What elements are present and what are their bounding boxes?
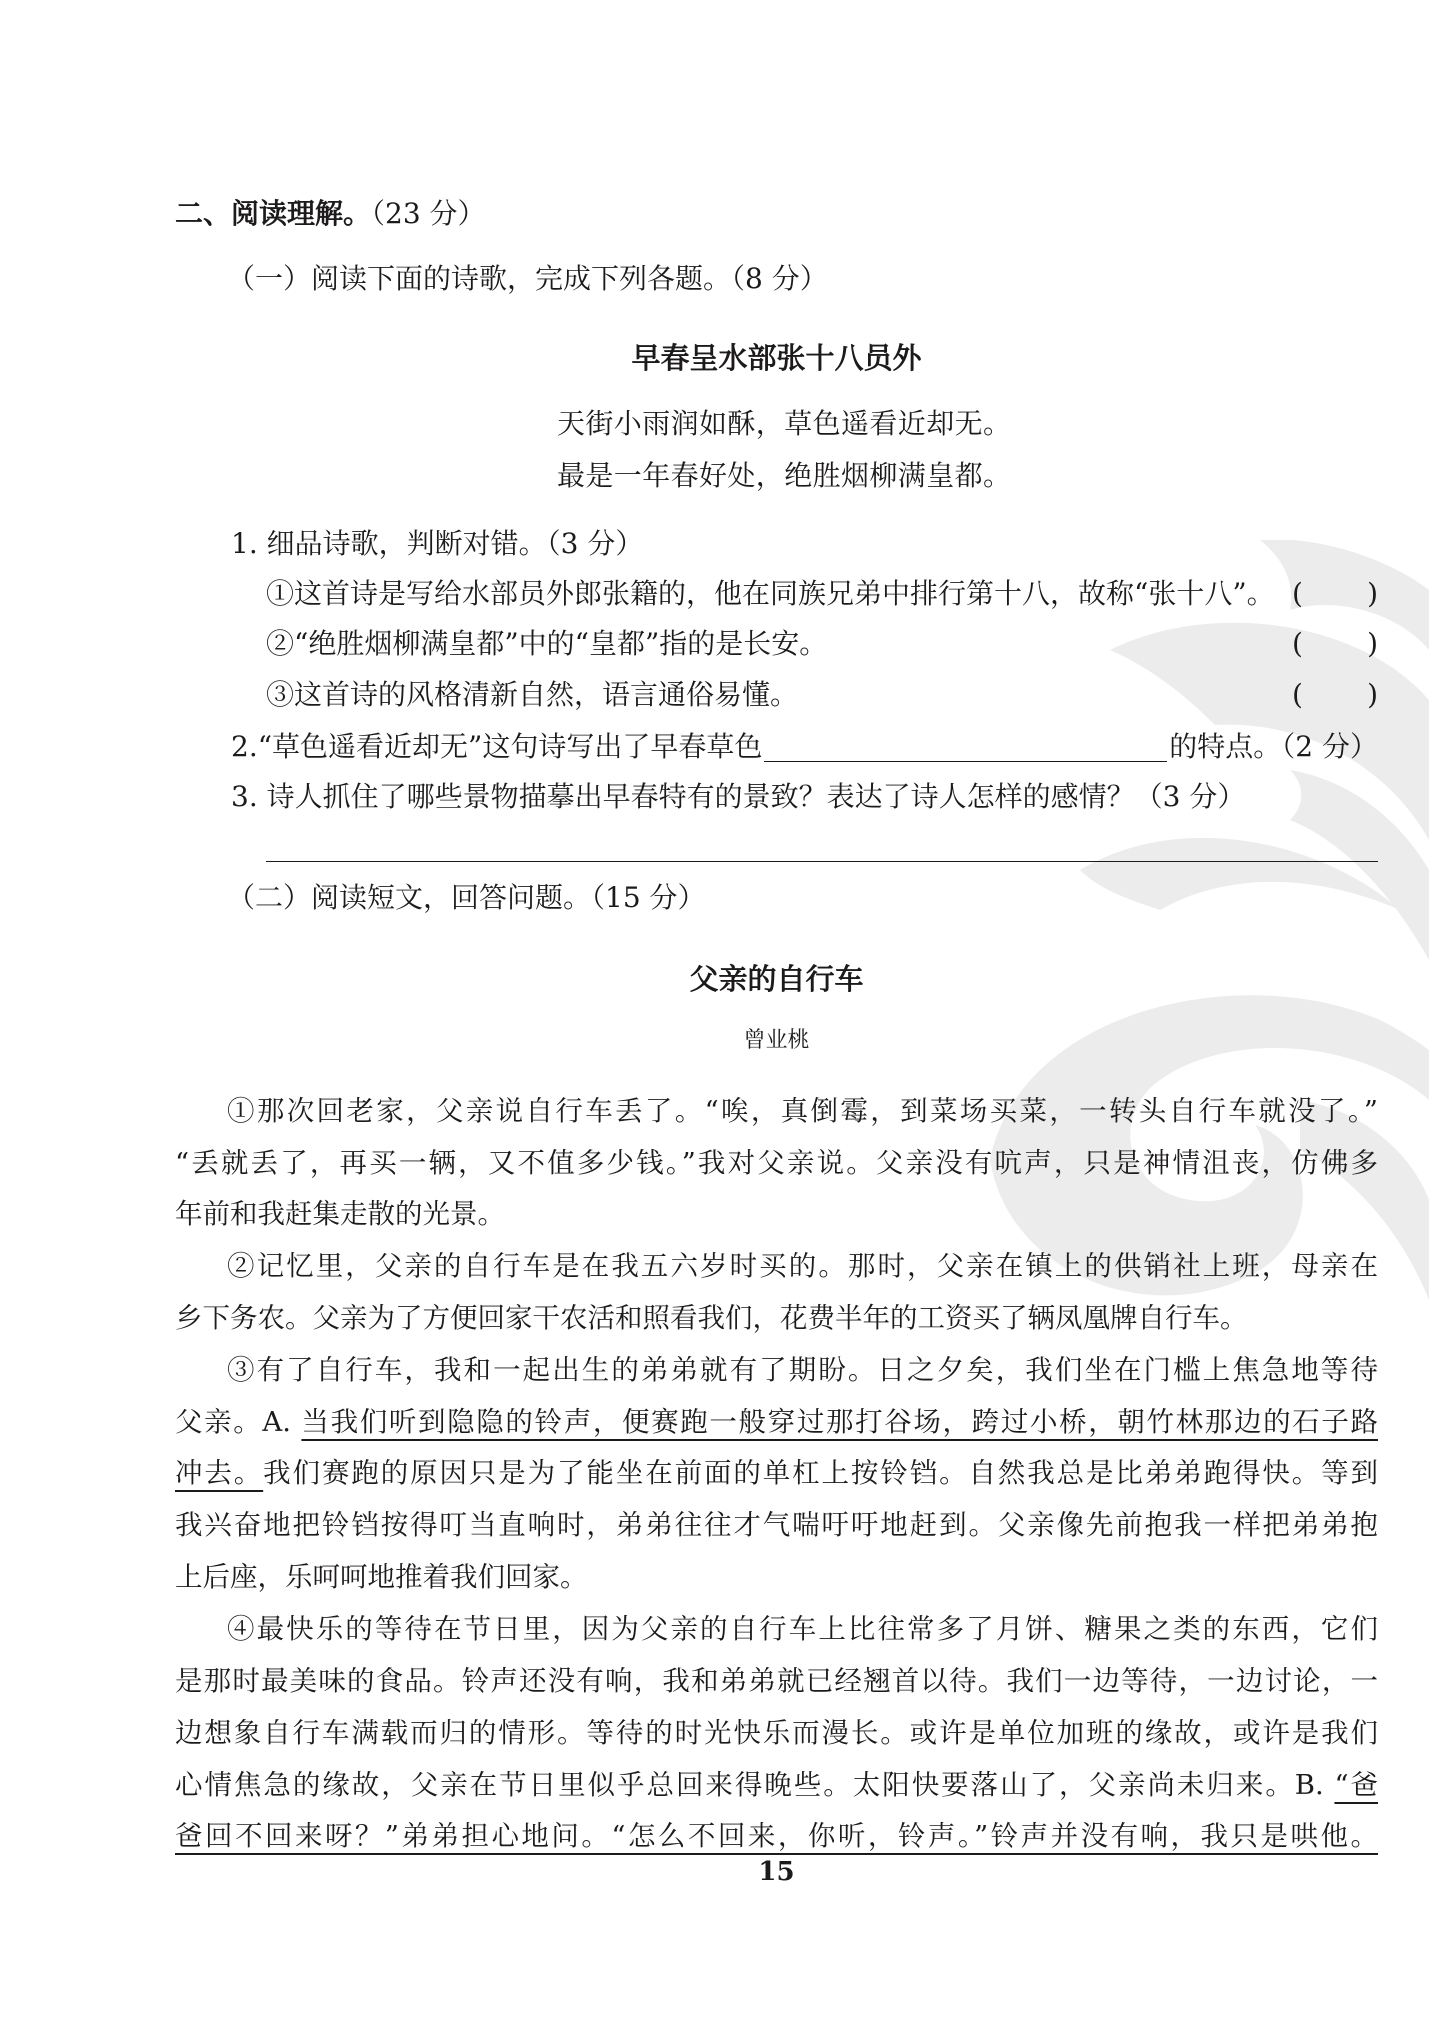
page-number: 15 <box>758 1857 795 1887</box>
paragraph-4-line <box>175 1765 1378 1805</box>
judge-item-3 <box>266 675 1378 715</box>
poem-line-1: 天街小雨润如酥，草色遥看近却无。 <box>557 407 1012 440</box>
poem-title: 早春呈水部张十八员外 <box>631 341 922 375</box>
answer-bracket-3[interactable] <box>1292 675 1378 715</box>
paragraph-4-line <box>175 1816 1378 1856</box>
bracket-close: ) <box>1367 577 1378 610</box>
part1-heading: （一）阅读下面的诗歌，完成下列各题。（8 分） <box>227 262 828 295</box>
question-2-blank[interactable] <box>764 727 1167 762</box>
paragraph-3-line <box>175 1453 1378 1493</box>
underlined-sentence-a: 当我们听到隐隐的铃声，便赛跑一般穿过那打谷场，跨过小桥，朝竹林那边的石子路 <box>301 1406 1378 1438</box>
paragraph-4-line: 是那时最美味的食品。铃声还没有响，我和弟弟就已经翘首以待。我们一边等待，一边讨论，一 <box>175 1665 1378 1697</box>
question-2 <box>231 727 1378 767</box>
section-heading <box>175 194 486 234</box>
line-text: 父亲。A. <box>175 1406 302 1438</box>
answer-bracket-2[interactable] <box>1292 624 1378 664</box>
passage-author: 曾业桃 <box>743 1028 810 1053</box>
bracket-open: ( <box>1292 678 1303 711</box>
paragraph-4-line: ④最快乐的等待在节日里，因为父亲的自行车上比往常多了月饼、糖果之类的东西，它们 <box>227 1613 1378 1645</box>
underlined-sentence-b: 爸回不回来呀？”弟弟担心地问。“怎么不回来，你听，铃声。”铃声并没有响，我只是哄他。 <box>175 1820 1378 1852</box>
paragraph-1-line: “丢就丢了，再买一辆，又不值多少钱。”我对父亲说。父亲没有吭声，只是神情沮丧，仿佛多 <box>175 1147 1378 1179</box>
bracket-close: ) <box>1367 627 1378 660</box>
paragraph-3-line: 上后座，乐呵呵地推着我们回家。 <box>175 1561 588 1593</box>
paragraph-4-line: 边想象自行车满载而归的情形。等待的时光快乐而漫长。或许是单位加班的缘故，或许是我们 <box>175 1717 1378 1749</box>
underlined-sentence-a: 冲去。 <box>175 1457 264 1489</box>
judge-item-text: ②“绝胜烟柳满皇都”中的“皇都”指的是长安。 <box>266 627 828 660</box>
section-title: 二、阅读理解。 <box>175 197 372 230</box>
question-2-after: 的特点。（2 分） <box>1169 730 1378 763</box>
paragraph-3-line: 我兴奋地把铃铛按得叮当直响时，弟弟往往才气喘吁吁地赶到。父亲像先前抱我一样把弟弟抱 <box>175 1509 1378 1541</box>
question-3-answer-line[interactable] <box>266 861 1378 862</box>
poem-line-2: 最是一年春好处，绝胜烟柳满皇都。 <box>557 459 1012 492</box>
bracket-open: ( <box>1292 577 1303 610</box>
paragraph-3-line <box>175 1402 1378 1442</box>
answer-bracket-1[interactable] <box>1292 574 1378 614</box>
line-text: 我们赛跑的原因只是为了能坐在前面的单杠上按铃铛。自然我总是比弟弟跑得快。等到 <box>263 1457 1378 1489</box>
part2-heading: （二）阅读短文，回答问题。（15 分） <box>227 881 706 914</box>
paragraph-3-line: ③有了自行车，我和一起出生的弟弟就有了期盼。日之夕矣，我们坐在门槛上焦急地等待 <box>227 1354 1378 1386</box>
passage-title: 父亲的自行车 <box>689 962 864 996</box>
line-text: 心情焦急的缘故，父亲在节日里似乎总回来得晚些。太阳快要落山了，父亲尚未归来。B. <box>175 1769 1335 1801</box>
judge-item-text: ①这首诗是写给水部员外郎张籍的，他在同族兄弟中排行第十八，故称“张十八”。 <box>266 577 1275 610</box>
bracket-close: ) <box>1367 678 1378 711</box>
paragraph-2-line: 乡下务农。父亲为了方便回家干农活和照看我们，花费半年的工资买了辆凤凰牌自行车。 <box>175 1302 1248 1334</box>
section-score: （23 分） <box>371 197 486 230</box>
paragraph-1-line: 年前和我赶集走散的光景。 <box>175 1198 505 1230</box>
question-2-before: 2.“草色遥看近却无”这句诗写出了早春草色 <box>231 730 763 763</box>
judge-item-2 <box>266 624 1378 664</box>
bracket-open: ( <box>1292 627 1303 660</box>
question-3-prompt: 3. 诗人抓住了哪些景物描摹出早春特有的景致？表达了诗人怎样的感情？（3 分） <box>231 780 1246 813</box>
paragraph-1-line: ①那次回老家，父亲说自行车丢了。“唉，真倒霉，到菜场买菜，一转头自行车就没了。” <box>227 1095 1378 1127</box>
judge-item-text: ③这首诗的风格清新自然，语言通俗易懂。 <box>266 678 799 711</box>
underlined-sentence-b: “爸 <box>1334 1769 1378 1801</box>
paragraph-2-line: ②记忆里，父亲的自行车是在我五六岁时买的。那时，父亲在镇上的供销社上班，母亲在 <box>227 1250 1378 1282</box>
question-1-prompt: 1. 细品诗歌，判断对错。（3 分） <box>231 527 644 560</box>
judge-item-1 <box>266 574 1378 614</box>
